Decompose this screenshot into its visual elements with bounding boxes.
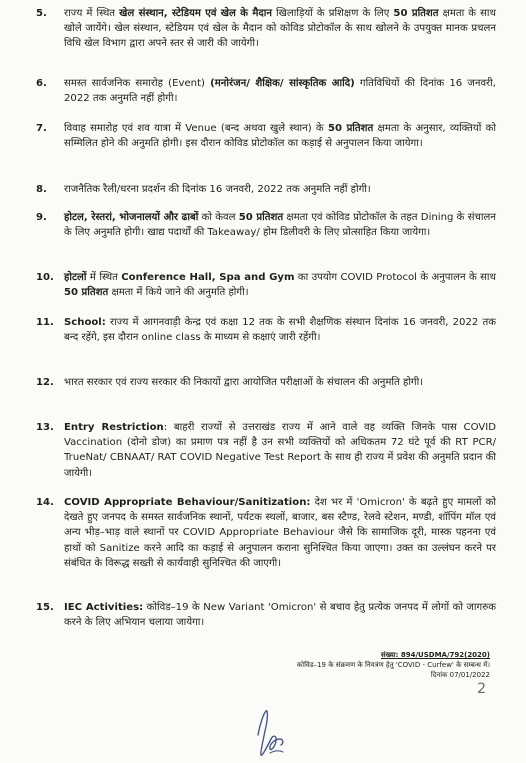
clause-text — [64, 182, 496, 197]
emphasis-text: 50 प्रतिशत — [238, 212, 284, 223]
emphasis-text: होटल, रेस्तरां, भोजनालयों और ढाबों — [64, 212, 199, 223]
emphasis-text: Entry Restriction — [64, 422, 164, 433]
emphasis-text: 50 प्रतिशत — [327, 123, 374, 134]
body-text: : बाहरी राज्यों से उत्तराखंड राज्य में आने वाले वह व्यक्ति जिनके पास COVID Vaccination (दोनो डोज) का प्रमाण पत्र नहीं है उन सभी व्यक्तियों को अधिकतम 72 घंटे पूर्व की RT PCR/ TrueNat/ CBNAAT/ RAT COVID Negative Test Report के साथ ही राज्य में प्रवेश की अनुमति प्रदान की जायेगी। — [64, 422, 496, 479]
body-text: देश भर में 'Omicron' के बढ़ते हुए मामलों को देखते हुए जनपद के समस्त सार्वजनिक स्थानों, पर्यटक स्थलों, बाजार, बस स्टैण्ड, रेलवे स्टेशन, मण्डी, शॉपिंग मॉल एवं अन्य भीड़–भाड़ वाले स्थानों पर COVID Appropriate Behaviour जैसे कि सामाजिक दूरी, मास्क पहनना एवं हाथों को Sanitize करने आदि का कड़ाई से अनुपालन कराना सुनिश्चित किया जाएगा। उक्त का उल्लंघन करने पर संबंधित के विरूद्ध सख्ती से कार्यवाही सुनिश्चित की जाएगी। — [64, 497, 496, 569]
clause-9 — [36, 210, 496, 240]
emphasis-text: 50 प्रतिशत — [64, 287, 109, 299]
body-text: क्षमता के साथ खोले जायेंगे। खेल संस्थान, स्टेडियम एवं खेल के मैदान को कोविड प्रोटोकॉल के साथ खोलने के उपयुक्त मानक प्रचलन विधि खेल विभाग द्वारा अपने स्तर से जारी की जायेगी। — [64, 8, 496, 50]
emphasis-text: Conference Hall, Spa and Gym — [121, 272, 295, 283]
clause-number: 8. — [36, 184, 47, 195]
page-number: 2 — [477, 681, 486, 697]
clause-5 — [36, 6, 496, 52]
clause-text — [64, 121, 496, 151]
clause-6 — [36, 76, 496, 106]
clause-8 — [36, 182, 496, 197]
body-text: कोविड–19 के New Variant 'Omicron' से बचाव हेतु प्रत्येक जनपद में लोगों को जागरुक करने के लिए अभियान चलाया जायेगा। — [64, 602, 496, 629]
clause-12 — [36, 375, 496, 390]
body-text: विवाह समारोह एवं शव यात्रा में Venue (बन्द अथवा खुले स्थान) के — [64, 123, 328, 134]
body-text: राज्य में आगनवाड़ी केन्द्र एवं कक्षा 12 तक के सभी शैक्षणिक संस्थान दिनांक 16 जनवरी, 2022 तक बन्द रहेंगे, इस दौरान online class के माध्यम से कक्षाएं जारी रहेंगी। — [64, 317, 496, 344]
clause-number: 9. — [36, 212, 47, 223]
clause-number: 12. — [36, 377, 54, 388]
body-text: में स्थित — [86, 272, 122, 283]
body-text: गतिविधियों की दिनांक 16 जनवरी, 2022 तक अनुमति नहीं होगी। — [64, 78, 497, 105]
clause-text — [64, 76, 496, 106]
clause-number: 6. — [36, 78, 47, 89]
emphasis-text: होटलों — [64, 272, 87, 283]
signature — [250, 705, 290, 760]
reference-number: संख्या: 894/USDMA/792(2020) — [380, 651, 490, 659]
clause-number: 13. — [36, 422, 54, 433]
reference-subject: कोविड–19 के संक्रमण के नियत्रंण हेतु 'COVID - Curfew' के सम्बन्ध में। — [296, 661, 490, 669]
clause-text — [64, 420, 496, 481]
clause-text — [64, 375, 496, 390]
clause-number: 14. — [36, 497, 54, 508]
clause-text — [64, 315, 496, 345]
clause-15 — [36, 600, 496, 630]
reference-date: दिनांक 07/01/2022 — [430, 671, 490, 679]
clause-7 — [36, 121, 496, 151]
body-text: क्षमता एवं कोविड प्रोटोकॉल के तहत Dining के संचालन के लिए अनुमति होगी। खाद्य पदार्थों की Takeaway/ होम डिलीवरी के लिए प्रोत्साहित किया जायेगा। — [64, 212, 496, 239]
clause-number: 10. — [36, 272, 54, 283]
body-text: को केवल — [198, 212, 239, 223]
clause-14 — [36, 495, 496, 571]
clause-text — [64, 210, 496, 240]
body-text: का उपयोग COVID Protocol के अनुपालन के साथ — [294, 272, 496, 283]
clause-11 — [36, 315, 496, 345]
clause-number: 15. — [36, 602, 54, 613]
emphasis-text: School: — [64, 317, 106, 328]
emphasis-text: (मनोरंजन/ शैक्षिक/ सांस्कृतिक आदि) — [210, 78, 355, 89]
clause-10 — [36, 270, 496, 300]
clause-number: 5. — [36, 8, 47, 19]
emphasis-text: 50 प्रतिशत — [393, 8, 439, 19]
emphasis-text: खेल संस्थान, स्टेडियम एवं खेल के मैदान — [119, 8, 272, 19]
clause-number: 11. — [36, 317, 54, 328]
body-text: राजनैतिक रैली/धरना प्रदर्शन की दिनांक 16 जनवरी, 2022 तक अनुमति नहीं होगी। — [64, 184, 371, 195]
body-text: राज्य में स्थित — [64, 8, 120, 19]
clause-text — [64, 270, 496, 300]
emphasis-text: COVID Appropriate Behaviour/Sanitization: — [64, 497, 311, 508]
emphasis-text: IEC Activities: — [64, 602, 144, 613]
clause-number: 7. — [36, 123, 47, 134]
body-text: भारत सरकार एवं राज्य सरकार की निकायों द्वारा आयोजित परीक्षाओं के संचालन की अनुमति होगी। — [64, 377, 424, 388]
clause-text — [64, 495, 496, 571]
clause-13 — [36, 420, 496, 481]
body-text: समस्त सार्वजनिक समारोह (Event) — [64, 78, 211, 89]
body-text: क्षमता के अनुसार, व्यक्तियों को सम्मिलित होने की अनुमति होगी। इस दौरान कोविड प्रोटोकॉल का कड़ाई से अनुपालन किया जायेगा। — [64, 123, 496, 150]
body-text: क्षमता में किये जाने की अनुमति होगी। — [108, 287, 249, 299]
body-text: खिलाड़ियों के प्रशिक्षण के लिए — [271, 8, 394, 19]
clause-text — [64, 600, 496, 630]
clause-text — [64, 6, 496, 52]
reference-block — [297, 650, 490, 680]
